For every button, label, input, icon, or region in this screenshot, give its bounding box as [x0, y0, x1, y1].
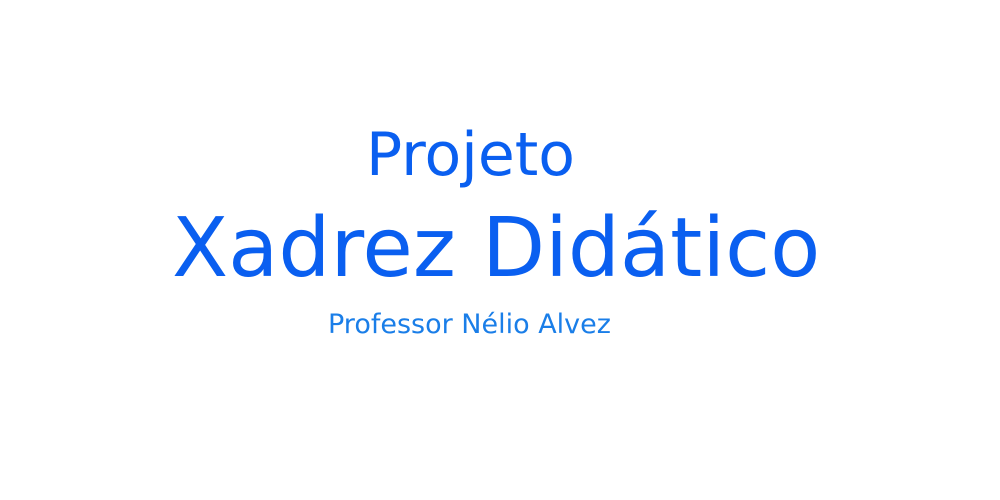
title-line-projeto: Projeto: [366, 120, 576, 190]
subtitle-professor: Professor Nélio Alvez: [328, 309, 611, 340]
title-line-xadrez-didatico: Xadrez Didático: [172, 201, 821, 296]
